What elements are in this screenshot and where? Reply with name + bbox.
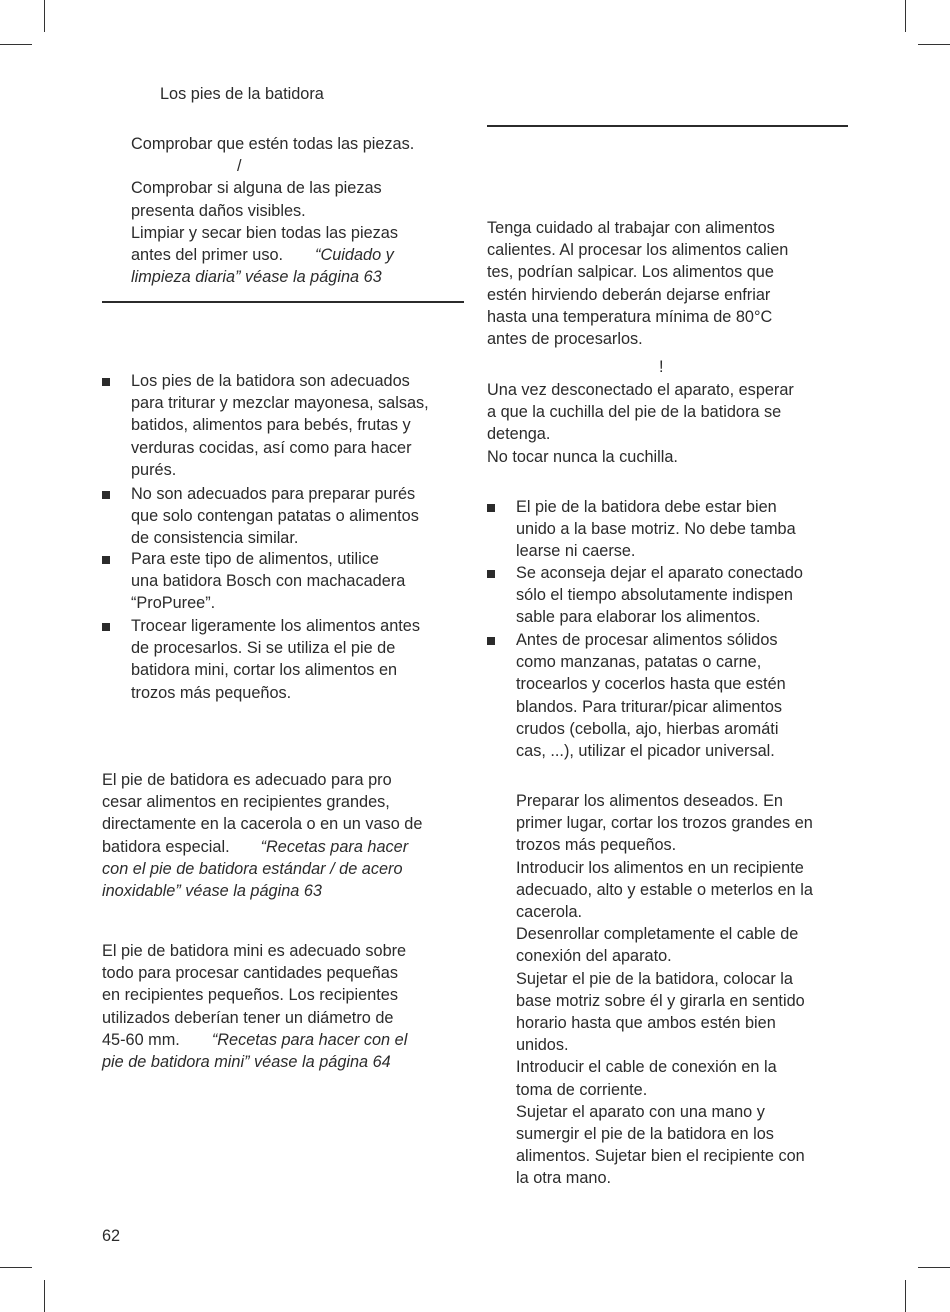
bullet-line: crudos (cebolla, ajo, hierbas aromáti [516, 719, 779, 738]
blade-caution [487, 379, 794, 468]
crop-mark [905, 0, 906, 32]
page-number: 62 [102, 1227, 121, 1245]
cross-reference-link[interactable]: “Cuidado y [315, 246, 394, 265]
bullet-line: de procesarlos. Si se utiliza el pie de [131, 639, 396, 658]
check-line [131, 244, 414, 266]
check-line: Comprobar si alguna de las piezas [131, 179, 382, 198]
bullet-icon [487, 637, 495, 645]
bullet-line: learse ni caerse. [516, 542, 636, 561]
usage-steps [516, 790, 813, 1190]
warning-line: estén hirviendo deberán dejarse enfriar [487, 285, 771, 304]
bullet-icon [487, 570, 495, 578]
warning-line: calientes. Al procesar los alimentos calien [487, 241, 789, 260]
caution-line: a que la cuchilla del pie de la batidora se [487, 403, 782, 422]
step-line: primer lugar, cortar los trozos grandes en [516, 814, 813, 833]
step-line: Introducir el cable de conexión en la [516, 1058, 777, 1077]
paragraph-line: El pie de batidora es adecuado para pro [102, 771, 392, 789]
cross-reference-link[interactable]: “Recetas para hacer con el [211, 1030, 408, 1049]
paragraph-line: directamente en la cacerola o en un vaso de [102, 815, 423, 834]
paragraph-standard-blender [102, 769, 422, 902]
bullet-line: de consistencia similar. [131, 529, 299, 548]
bullet-line: blandos. Para triturar/picar alimentos [516, 697, 783, 716]
exclamation-mark: ! [659, 358, 664, 376]
paragraph-line: en recipientes pequeños. Los recipientes [102, 986, 398, 1005]
bullet-line: verduras cocidas, así como para hacer [131, 438, 412, 457]
caution-line: No tocar nunca la cuchilla. [487, 447, 678, 466]
paragraph-line: utilizados deberían tener un diámetro de [102, 1008, 394, 1027]
bullet-line: unido a la base motriz. No debe tamba [516, 520, 796, 539]
crop-mark [905, 1280, 906, 1312]
cross-reference-link[interactable]: “Recetas para hacer [260, 837, 409, 856]
bullet-line: una batidora Bosch con machacadera [131, 572, 406, 591]
crop-mark [918, 44, 950, 45]
bullet-line: Los pies de la batidora son adecuados [131, 372, 410, 390]
step-line: unidos. [516, 1036, 569, 1055]
warning-line: antes de procesarlos. [487, 330, 643, 349]
bullet-line: como manzanas, patatas o carne, [516, 653, 762, 672]
bullet-line: trocearlos y cocerlos hasta que estén [516, 675, 786, 694]
bullet-line: El pie de la batidora debe estar bien [516, 498, 777, 516]
crop-mark [918, 1267, 950, 1268]
bullet-line: cas, ...), utilizar el picador universal. [516, 742, 775, 761]
cross-reference-link[interactable]: con el pie de batidora estándar / de acero [102, 859, 403, 878]
step-line: trozos más pequeños. [516, 836, 677, 855]
paragraph-ref-pre: batidora especial. [102, 837, 230, 856]
step-line: cacerola. [516, 903, 583, 922]
bullet-line: batidora mini, cortar los alimentos en [131, 661, 398, 680]
bullet-line: Se aconseja dejar el aparato conectado [516, 564, 803, 582]
crop-mark [0, 1267, 32, 1268]
bullet-line: No son adecuados para preparar purés [131, 485, 416, 503]
step-line: Introducir los alimentos en un recipiente [516, 858, 804, 877]
crop-mark [44, 0, 45, 32]
paragraph-line: cesar alimentos en recipientes grandes, [102, 793, 390, 812]
bullet-line: sólo el tiempo absolutamente indispen [516, 586, 793, 605]
section-divider [102, 301, 464, 303]
bullet-line: Trocear ligeramente los alimentos antes [131, 617, 420, 635]
section-divider [487, 125, 848, 127]
step-line: Sujetar el aparato con una mano y [516, 1102, 765, 1121]
step-line: Sujetar el pie de la batidora, colocar la [516, 969, 793, 988]
paragraph-line: El pie de batidora mini es adecuado sobre [102, 942, 407, 960]
cross-reference-link[interactable]: limpieza diaria” véase la página 63 [131, 268, 382, 287]
bullet-line: trozos más pequeños. [131, 683, 292, 702]
bullet-icon [102, 491, 110, 499]
step-line: Preparar los alimentos deseados. En [516, 792, 783, 810]
crop-mark [0, 44, 32, 45]
warning-line: tes, podrían salpicar. Los alimentos que [487, 263, 774, 282]
bullet-line: batidos, alimentos para bebés, frutas y [131, 416, 411, 435]
bullet-line: Para este tipo de alimentos, utilice [131, 550, 379, 568]
step-line: toma de corriente. [516, 1080, 648, 1099]
check-line: / [237, 157, 242, 176]
bullet-line: sable para elaborar los alimentos. [516, 608, 761, 627]
check-list [131, 133, 414, 288]
crop-mark [44, 1280, 45, 1312]
bullet-icon [102, 623, 110, 631]
step-line: alimentos. Sujetar bien el recipiente con [516, 1147, 805, 1166]
check-line: Comprobar que estén todas las piezas. [131, 135, 415, 153]
paragraph-line: todo para procesar cantidades pequeñas [102, 964, 398, 983]
bullet-line: Antes de procesar alimentos sólidos [516, 631, 778, 649]
check-line: presenta daños visibles. [131, 201, 306, 220]
step-line: base motriz sobre él y girarla en sentido [516, 991, 805, 1010]
check-ref-pre: antes del primer uso. [131, 246, 284, 265]
paragraph-line [102, 836, 422, 858]
paragraph-line [102, 1029, 407, 1051]
check-line: Limpiar y secar bien todas las piezas [131, 223, 398, 242]
step-line: Desenrollar completamente el cable de [516, 925, 799, 944]
step-line: adecuado, alto y estable o meterlos en la [516, 880, 813, 899]
bullet-line: para triturar y mezclar mayonesa, salsas, [131, 394, 429, 413]
step-line: horario hasta que ambos estén bien [516, 1014, 776, 1033]
paragraph-mini-blender [102, 940, 407, 1073]
bullet-line: “ProPuree”. [131, 594, 216, 613]
caution-line: Una vez desconectado el aparato, esperar [487, 381, 794, 399]
cross-reference-link[interactable]: inoxidable” véase la página 63 [102, 882, 322, 901]
bullet-icon [102, 556, 110, 564]
bullet-line: que solo contengan patatas o alimentos [131, 507, 419, 526]
bullet-line: purés. [131, 460, 177, 479]
paragraph-ref-pre: 45-60 mm. [102, 1030, 180, 1049]
section-title: Los pies de la batidora [160, 85, 324, 103]
hot-food-warning [487, 217, 788, 350]
step-line: conexión del aparato. [516, 947, 672, 966]
step-line: la otra mano. [516, 1169, 612, 1188]
bullet-icon [102, 378, 110, 386]
step-line: sumergir el pie de la batidora en los [516, 1125, 774, 1144]
cross-reference-link[interactable]: pie de batidora mini” véase la página 64 [102, 1053, 391, 1072]
warning-line: Tenga cuidado al trabajar con alimentos [487, 219, 775, 237]
bullet-icon [487, 504, 495, 512]
caution-line: detenga. [487, 425, 551, 444]
warning-line: hasta una temperatura mínima de 80°C [487, 307, 773, 326]
